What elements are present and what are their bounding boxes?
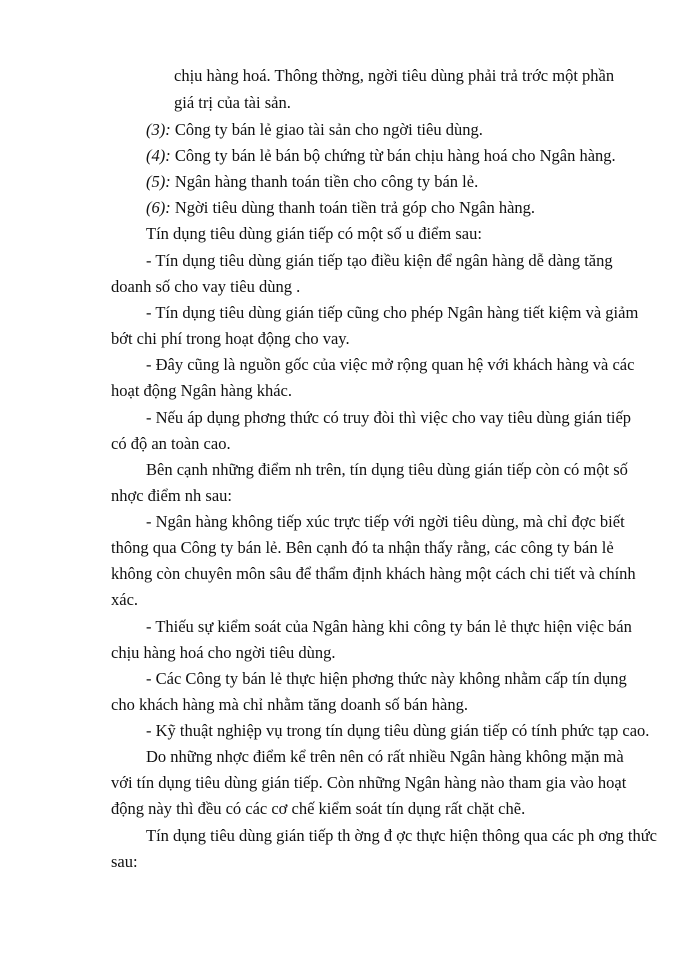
- paragraph-line: có độ an toàn cao.: [111, 434, 231, 453]
- paragraph-line: thông qua Công ty bán lẻ. Bên cạnh đó ta nhận thấy rằng, các công ty bán lẻ: [111, 538, 614, 557]
- step-text: Công ty bán lẻ giao tài sản cho ngời tiêu dùng.: [170, 120, 483, 139]
- paragraph-line: - Tín dụng tiêu dùng gián tiếp cũng cho phép Ngân hàng tiết kiệm và giảm: [146, 303, 639, 322]
- paragraph-line: cho khách hàng mà chỉ nhằm tăng doanh số bán hàng.: [111, 695, 468, 714]
- step-text: Ngời tiêu dùng thanh toán tiền trả góp cho Ngân hàng.: [170, 198, 536, 217]
- numbered-step-5: [146, 172, 478, 192]
- step-number: (4):: [146, 146, 171, 165]
- paragraph-line: động này thì đều có các cơ chế kiểm soát tín dụng rất chặt chẽ.: [111, 799, 526, 818]
- step-number: (6):: [146, 198, 171, 217]
- step-number: (3):: [146, 120, 171, 139]
- paragraph-line: sau:: [111, 852, 138, 871]
- paragraph-line: Tín dụng tiêu dùng gián tiếp th ờng đ ợc thực hiện thông qua các ph ơng thức: [146, 826, 658, 845]
- step-text: Công ty bán lẻ bán bộ chứng từ bán chịu hàng hoá cho Ngân hàng.: [170, 146, 616, 165]
- step-number: (5):: [146, 172, 171, 191]
- paragraph-line: xác.: [111, 590, 139, 609]
- paragraph-line: doanh số cho vay tiêu dùng .: [111, 277, 301, 296]
- paragraph-line: nhợc điểm nh sau:: [111, 486, 232, 505]
- paragraph-line: chịu hàng hoá. Thông thờng, ngời tiêu dùng phải trả trớc một phần: [174, 66, 615, 85]
- paragraph-line: - Các Công ty bán lẻ thực hiện phơng thức này không nhằm cấp tín dụng: [146, 669, 627, 688]
- paragraph-line: - Đây cũng là nguồn gốc của việc mở rộng quan hệ với khách hàng và các: [146, 355, 635, 374]
- paragraph-line: chịu hàng hoá cho ngời tiêu dùng.: [111, 643, 336, 662]
- paragraph-line: - Kỹ thuật nghiệp vụ trong tín dụng tiêu dùng gián tiếp có tính phức tạp cao.: [146, 721, 650, 740]
- paragraph-line: Bên cạnh những điểm nh trên, tín dụng tiêu dùng gián tiếp còn có một số: [146, 460, 628, 479]
- paragraph-line: - Thiếu sự kiểm soát của Ngân hàng khi công ty bán lẻ thực hiện việc bán: [146, 617, 632, 636]
- paragraph-line: Do những nhợc điểm kể trên nên có rất nhiều Ngân hàng không mặn mà: [146, 747, 624, 766]
- paragraph-line: hoạt động Ngân hàng khác.: [111, 381, 292, 400]
- paragraph-line: giá trị của tài sản.: [174, 93, 291, 112]
- numbered-step-6: [146, 198, 535, 218]
- paragraph-line: - Nếu áp dụng phơng thức có truy đòi thì việc cho vay tiêu dùng gián tiếp: [146, 408, 632, 427]
- paragraph-line: không còn chuyên môn sâu để thẩm định khách hàng một cách chi tiết và chính: [111, 564, 636, 583]
- numbered-step-4: [146, 146, 616, 166]
- numbered-step-3: [146, 120, 483, 140]
- paragraph-line: - Tín dụng tiêu dùng gián tiếp tạo điều kiện để ngân hàng dễ dàng tăng: [146, 251, 613, 270]
- paragraph-line: bớt chi phí trong hoạt động cho vay.: [111, 329, 350, 348]
- paragraph-line: Tín dụng tiêu dùng gián tiếp có một số u điểm sau:: [146, 224, 482, 243]
- paragraph-line: với tín dụng tiêu dùng gián tiếp. Còn những Ngân hàng nào tham gia vào hoạt: [111, 773, 627, 792]
- step-text: Ngân hàng thanh toán tiền cho công ty bán lẻ.: [170, 172, 479, 191]
- paragraph-line: - Ngân hàng không tiếp xúc trực tiếp với ngời tiêu dùng, mà chỉ đợc biết: [146, 512, 625, 531]
